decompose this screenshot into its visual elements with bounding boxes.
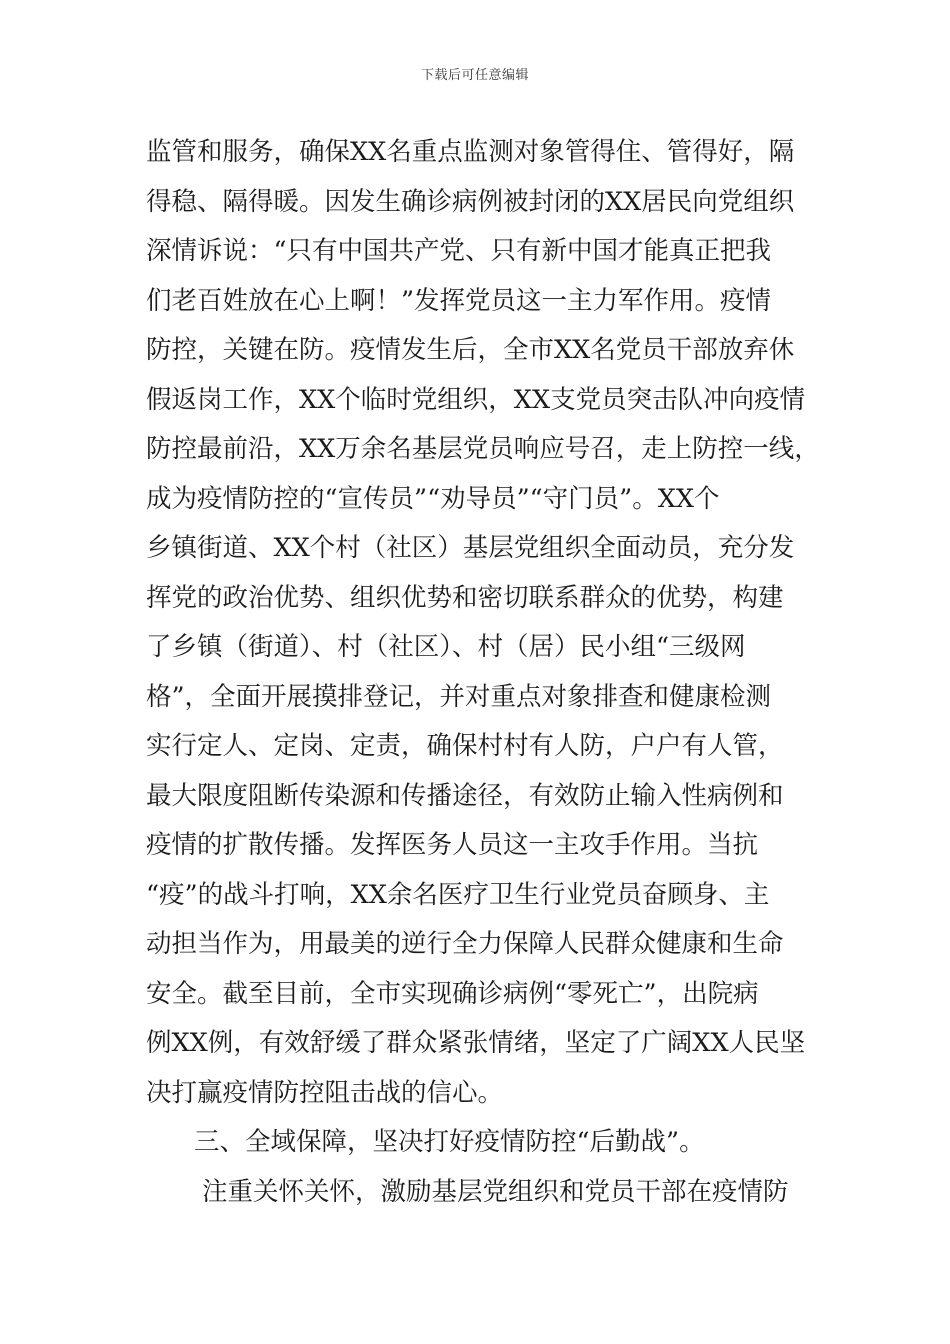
text-line: 实行定人、定岗、定责，确保村村有人防，户户有人管， [146, 731, 784, 761]
text-line: 最大限度阻断传染源和传播途径，有效防止输入性病例和 [146, 780, 784, 811]
text-line: 注重关怀关怀，激励基层党组织和党员干部在疫情防 [202, 1176, 789, 1207]
document-body [146, 128, 846, 1217]
text-line: 决打赢疫情防控阻击战的信心。 [146, 1077, 504, 1108]
text-line: 假返岗工作，XX个临时党组织，XX支党员突击队冲向疫情 [146, 384, 806, 415]
text-line: “疫”的战斗打响，XX余名医疗卫生行业党员奋顾身、主 [146, 879, 770, 910]
text-line: 例XX例，有效舒缓了群众紧张情绪，坚定了广阔XX人民坚 [146, 1028, 806, 1058]
text-line: 疫情的扩散传播。发挥医务人员这一主攻手作用。当抗 [146, 830, 759, 860]
text-line: 得稳、隔得暖。因发生确诊病例被封闭的XX居民向党组织 [146, 186, 795, 217]
text-line: 成为疫情防控的“宣传员”“劝导员”“守门员”。XX个 [146, 483, 720, 514]
text-line: 监管和服务，确保XX名重点监测对象管得住、管得好，隔 [146, 137, 795, 167]
text-line: 乡镇街道、XX个村（社区）基层党组织全面动员，充分发 [146, 533, 795, 563]
text-line: 防控最前沿，XX万余名基层党员响应号召，走上防控一线， [146, 434, 820, 464]
text-line: 挥党的政治优势、组织优势和密切联系群众的优势，构建 [146, 582, 784, 613]
text-line: 们老百姓放在心上啊！”发挥党员这一主力军作用。疫情 [146, 285, 772, 316]
text-line: 动担当作为，用最美的逆行全力保障人民群众健康和生命 [146, 929, 784, 959]
text-line: 了乡镇（街道）、村（社区）、村（居）民小组“三级网 [146, 632, 746, 662]
text-line: 安全。截至目前，全市实现确诊病例“零死亡”，出院病 [146, 978, 759, 1009]
page-header: 下载后可任意编辑 [420, 68, 529, 83]
text-line: 防控，关键在防。疫情发生后，全市XX名党员干部放弃休 [146, 335, 795, 365]
section-heading: 三、全域保障，坚决打好疫情防控“后勤战”。 [194, 1127, 705, 1157]
text-line: 深情诉说：“只有中国共产党、只有新中国才能真正把我 [146, 236, 772, 266]
text-line: 格”，全面开展摸排登记，并对重点对象排查和健康检测 [146, 681, 772, 712]
